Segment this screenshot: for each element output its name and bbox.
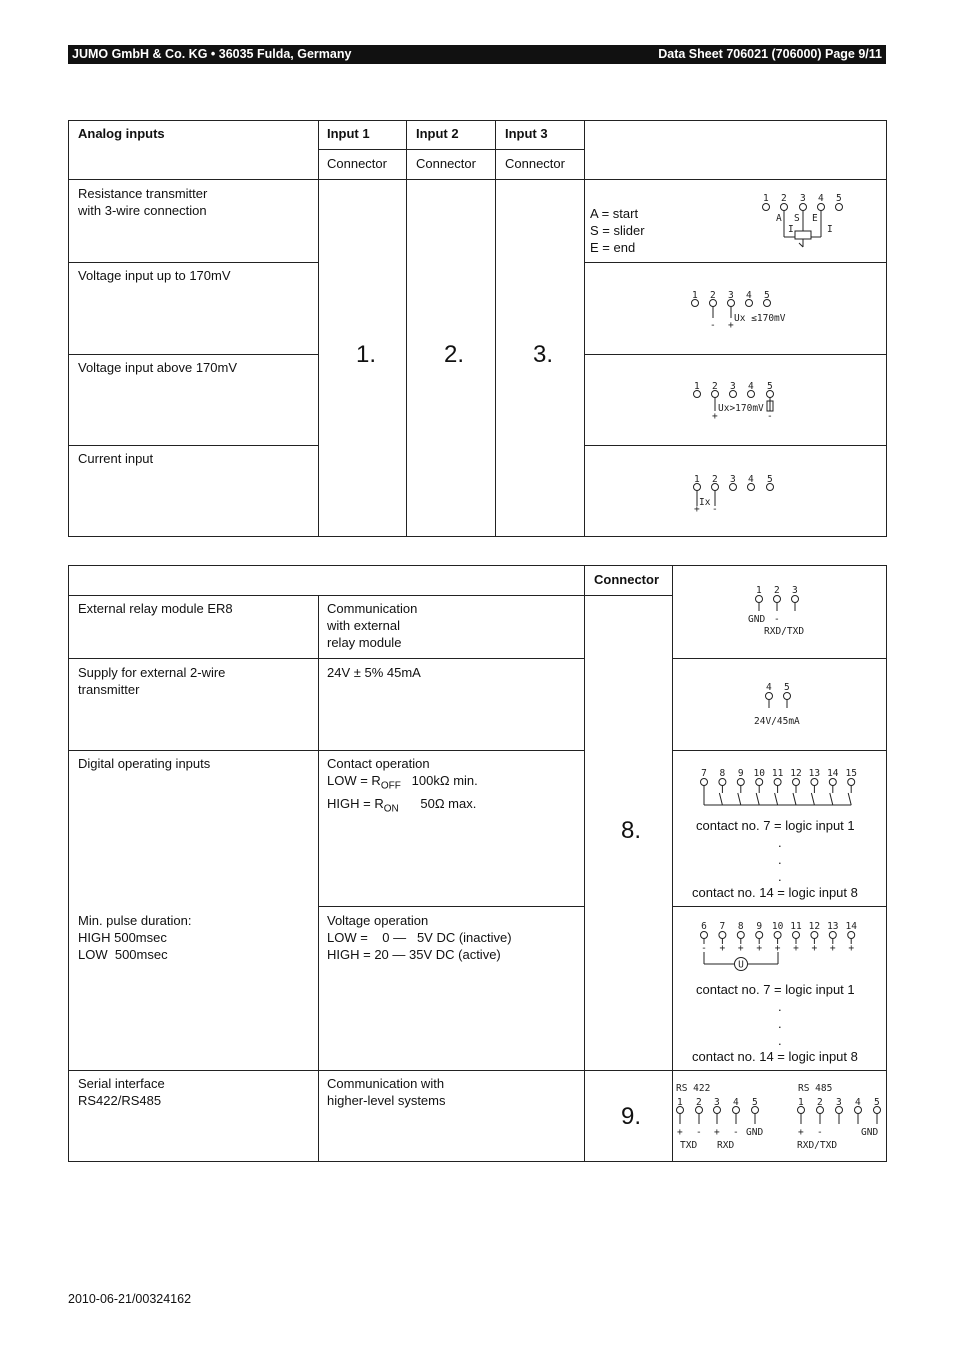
- cur-minus: -: [712, 504, 718, 515]
- rs422-title: RS 422: [676, 1083, 711, 1094]
- low-prefix: LOW = R: [327, 773, 381, 788]
- input-1-header: Input 1: [327, 126, 370, 141]
- low-sub: OFF: [380, 780, 401, 792]
- cur-plus: +: [694, 504, 700, 515]
- rs485-pin-3: 3: [836, 1097, 842, 1108]
- voltage-operation-diagram: [694, 918, 864, 976]
- vlow-pin-1: 1: [692, 290, 698, 301]
- supply-label: 24V/45mA: [754, 716, 800, 727]
- serial-interface-diagram: [674, 1078, 886, 1154]
- vhigh-label: Ux>170mV: [718, 403, 764, 414]
- connector-number-2: 2.: [444, 341, 465, 368]
- row-pulse-label: Min. pulse duration: HIGH 500msec LOW 500msec: [78, 913, 192, 962]
- rs485-title: RS 485: [798, 1083, 833, 1094]
- res-pin-5: 5: [836, 193, 842, 204]
- row-voltage-low-label: Voltage input up to 170mV: [78, 268, 231, 283]
- res-label-e: E: [812, 213, 818, 224]
- rs422-sign-2: -: [696, 1127, 702, 1138]
- contact-operation-diagram: [694, 765, 864, 810]
- contact-pin-label: 12: [790, 768, 802, 779]
- input-2-connector: Connector: [416, 156, 476, 171]
- rs485-bus: RXD/TXD: [797, 1140, 838, 1151]
- voltage-pin-label: 6: [701, 921, 707, 932]
- contact-high-line: [327, 795, 478, 818]
- er8-pin-1: 1: [756, 585, 762, 596]
- connector-number-1: 1.: [356, 341, 377, 368]
- rs422-sign-1: +: [677, 1127, 683, 1138]
- row-serial-desc: Communication with higher-level systems: [327, 1076, 446, 1108]
- er8-wiring-diagram: [745, 583, 825, 643]
- vhigh-plus: +: [712, 411, 718, 422]
- row-current-label: Current input: [78, 451, 154, 466]
- row-resistance-label: Resistance transmitter with 3-wire connection: [78, 186, 208, 218]
- contact-low-line: [327, 772, 478, 795]
- connector-header: Connector: [594, 572, 659, 587]
- res-pin-3: 3: [800, 193, 806, 204]
- er8-pin-2: 2: [774, 585, 780, 596]
- rs485-gnd: GND: [861, 1127, 879, 1138]
- rs422-rxd: RXD: [717, 1140, 735, 1151]
- input-1-connector: Connector: [327, 156, 387, 171]
- vlow-pin-5: 5: [764, 290, 770, 301]
- contact-pin-label: 8: [719, 768, 726, 779]
- supply-pin-5: 5: [784, 682, 790, 693]
- low-value: 100kΩ min.: [411, 773, 478, 788]
- rs485-pin-4: 4: [855, 1097, 861, 1108]
- contact-pin-label: 10: [753, 768, 765, 779]
- res-pin-2: 2: [781, 193, 787, 204]
- contact-pin-label: 14: [827, 768, 839, 779]
- vhigh-pin-4: 4: [748, 381, 754, 392]
- voltage-pin-sign: +: [829, 943, 836, 954]
- vlow-pin-2: 2: [710, 290, 716, 301]
- voltage-high-wiring-diagram: [687, 379, 797, 424]
- high-value: 50Ω max.: [420, 795, 477, 811]
- current-wiring-diagram: [687, 472, 787, 517]
- res-label-s: S: [794, 213, 800, 224]
- contact-pin-label: 11: [771, 768, 784, 779]
- rs485-pin-2: 2: [817, 1097, 823, 1108]
- contact-pin-label: 13: [808, 768, 821, 779]
- rs422-pin-2: 2: [696, 1097, 702, 1108]
- vlow-pin-3: 3: [728, 290, 734, 301]
- res-pin-1: 1: [763, 193, 769, 204]
- voltage-pin-label: 11: [790, 921, 802, 932]
- vhigh-pin-2: 2: [712, 381, 718, 392]
- page-header: [68, 45, 886, 64]
- row-digital-label: Digital operating inputs: [78, 756, 211, 771]
- cur-pin-4: 4: [748, 474, 754, 485]
- res-pin-4: 4: [818, 193, 824, 204]
- contact-dot: .: [778, 869, 782, 884]
- voltage-pin-sign: +: [793, 943, 799, 954]
- voltage-pin-sign: +: [737, 943, 744, 954]
- contact-pin-label: 9: [737, 768, 744, 779]
- contact-pin-label: 15: [845, 768, 857, 779]
- voltage-pin-label: 14: [845, 921, 857, 932]
- er8-minus: -: [774, 614, 780, 625]
- connector-number-3: 3.: [533, 341, 554, 368]
- voltage-last-logic: contact no. 14 = logic input 8: [692, 1049, 858, 1064]
- row-voltage-op-desc: Voltage operation LOW = 0 — 5V DC (inactive) HIGH = 20 — 35V DC (active): [327, 913, 512, 962]
- res-current-right: I: [827, 224, 833, 235]
- high-prefix: HIGH = R: [327, 795, 384, 811]
- resistance-wiring-diagram: [755, 191, 855, 251]
- connector-number-9: 9.: [621, 1103, 642, 1130]
- input-3-header: Input 3: [505, 126, 548, 141]
- rs485-pin-1: 1: [798, 1097, 804, 1108]
- vhigh-minus: -: [767, 411, 773, 422]
- voltage-pin-label: 12: [808, 921, 821, 932]
- contact-pin-label: 7: [701, 768, 707, 779]
- footer-doc-id: 2010-06-21/00324162: [68, 1292, 192, 1306]
- res-current-left: I: [788, 224, 794, 235]
- voltage-pin-sign: +: [848, 943, 855, 954]
- voltage-pin-sign: -: [701, 943, 707, 954]
- header-company: JUMO GmbH & Co. KG • 36035 Fulda, Germany: [72, 47, 352, 61]
- supply-pin-4: 4: [766, 682, 772, 693]
- voltage-pin-label: 10: [771, 921, 784, 932]
- voltage-pin-label: 9: [756, 921, 763, 932]
- u-source-symbol: U: [738, 959, 744, 971]
- rs422-pin-3: 3: [714, 1097, 720, 1108]
- rs485-pin-5: 5: [874, 1097, 880, 1108]
- er8-gnd: GND: [748, 614, 766, 625]
- row-er8-desc: Communication with external relay module: [327, 601, 418, 650]
- rs485-sign-2: -: [817, 1127, 823, 1138]
- rs422-txd: TXD: [680, 1140, 698, 1151]
- cur-pin-2: 2: [712, 474, 718, 485]
- current-label: Ix: [699, 497, 711, 508]
- supply-wiring-diagram: [750, 680, 830, 730]
- contact-dot: .: [778, 852, 782, 867]
- rs422-pin-1: 1: [677, 1097, 683, 1108]
- row-er8-label: External relay module ER8: [78, 601, 233, 616]
- row-serial-label: Serial interface RS422/RS485: [78, 1076, 165, 1108]
- vhigh-pin-1: 1: [694, 381, 700, 392]
- res-label-a: A: [776, 213, 782, 224]
- cur-pin-3: 3: [730, 474, 736, 485]
- contact-first-logic: contact no. 7 = logic input 1: [696, 818, 855, 833]
- vlow-pin-4: 4: [746, 290, 752, 301]
- voltage-dot: .: [778, 999, 782, 1014]
- voltage-pin-sign: +: [756, 943, 763, 954]
- connector-number-8: 8.: [621, 817, 642, 844]
- er8-pin-3: 3: [792, 585, 798, 596]
- rs422-gnd: GND: [746, 1127, 764, 1138]
- voltage-first-logic: contact no. 7 = logic input 1: [696, 982, 855, 997]
- row-supply-desc: 24V ± 5% 45mA: [327, 665, 421, 680]
- cur-pin-1: 1: [694, 474, 700, 485]
- vlow-plus: +: [728, 320, 734, 331]
- resistance-legend: A = start S = slider E = end: [590, 206, 645, 255]
- voltage-low-wiring-diagram: [685, 288, 795, 333]
- contact-last-logic: contact no. 14 = logic input 8: [692, 885, 858, 900]
- vhigh-pin-5: 5: [767, 381, 773, 392]
- high-sub: ON: [383, 803, 399, 815]
- rs422-sign-3: +: [714, 1127, 720, 1138]
- voltage-dot: .: [778, 1016, 782, 1031]
- header-datasheet: Data Sheet 706021 (706000) Page 9/11: [658, 47, 882, 61]
- voltage-dot: .: [778, 1033, 782, 1048]
- row-supply-label: Supply for external 2-wire transmitter: [78, 665, 226, 697]
- voltage-pin-sign: +: [774, 943, 781, 954]
- vlow-label: Ux ≤170mV: [734, 313, 786, 324]
- voltage-pin-label: 13: [827, 921, 839, 932]
- er8-bus: RXD/TXD: [764, 626, 805, 637]
- cur-pin-5: 5: [767, 474, 773, 485]
- rs485-sign-1: +: [798, 1127, 804, 1138]
- analog-inputs-title: Analog inputs: [78, 126, 165, 141]
- contact-operation-title: Contact operation: [327, 756, 430, 771]
- contact-dot: .: [778, 835, 782, 850]
- rs422-pin-4: 4: [733, 1097, 739, 1108]
- voltage-pin-label: 7: [719, 921, 726, 932]
- vlow-minus: -: [710, 320, 716, 331]
- input-2-header: Input 2: [416, 126, 459, 141]
- voltage-pin-sign: +: [811, 943, 818, 954]
- row-voltage-high-label: Voltage input above 170mV: [78, 360, 238, 375]
- voltage-pin-label: 8: [737, 921, 744, 932]
- rs422-sign-4: -: [733, 1127, 739, 1138]
- input-3-connector: Connector: [505, 156, 565, 171]
- voltage-pin-sign: +: [719, 943, 726, 954]
- contact-operation-spec: [327, 755, 478, 817]
- vhigh-pin-3: 3: [730, 381, 736, 392]
- rs422-pin-5: 5: [752, 1097, 758, 1108]
